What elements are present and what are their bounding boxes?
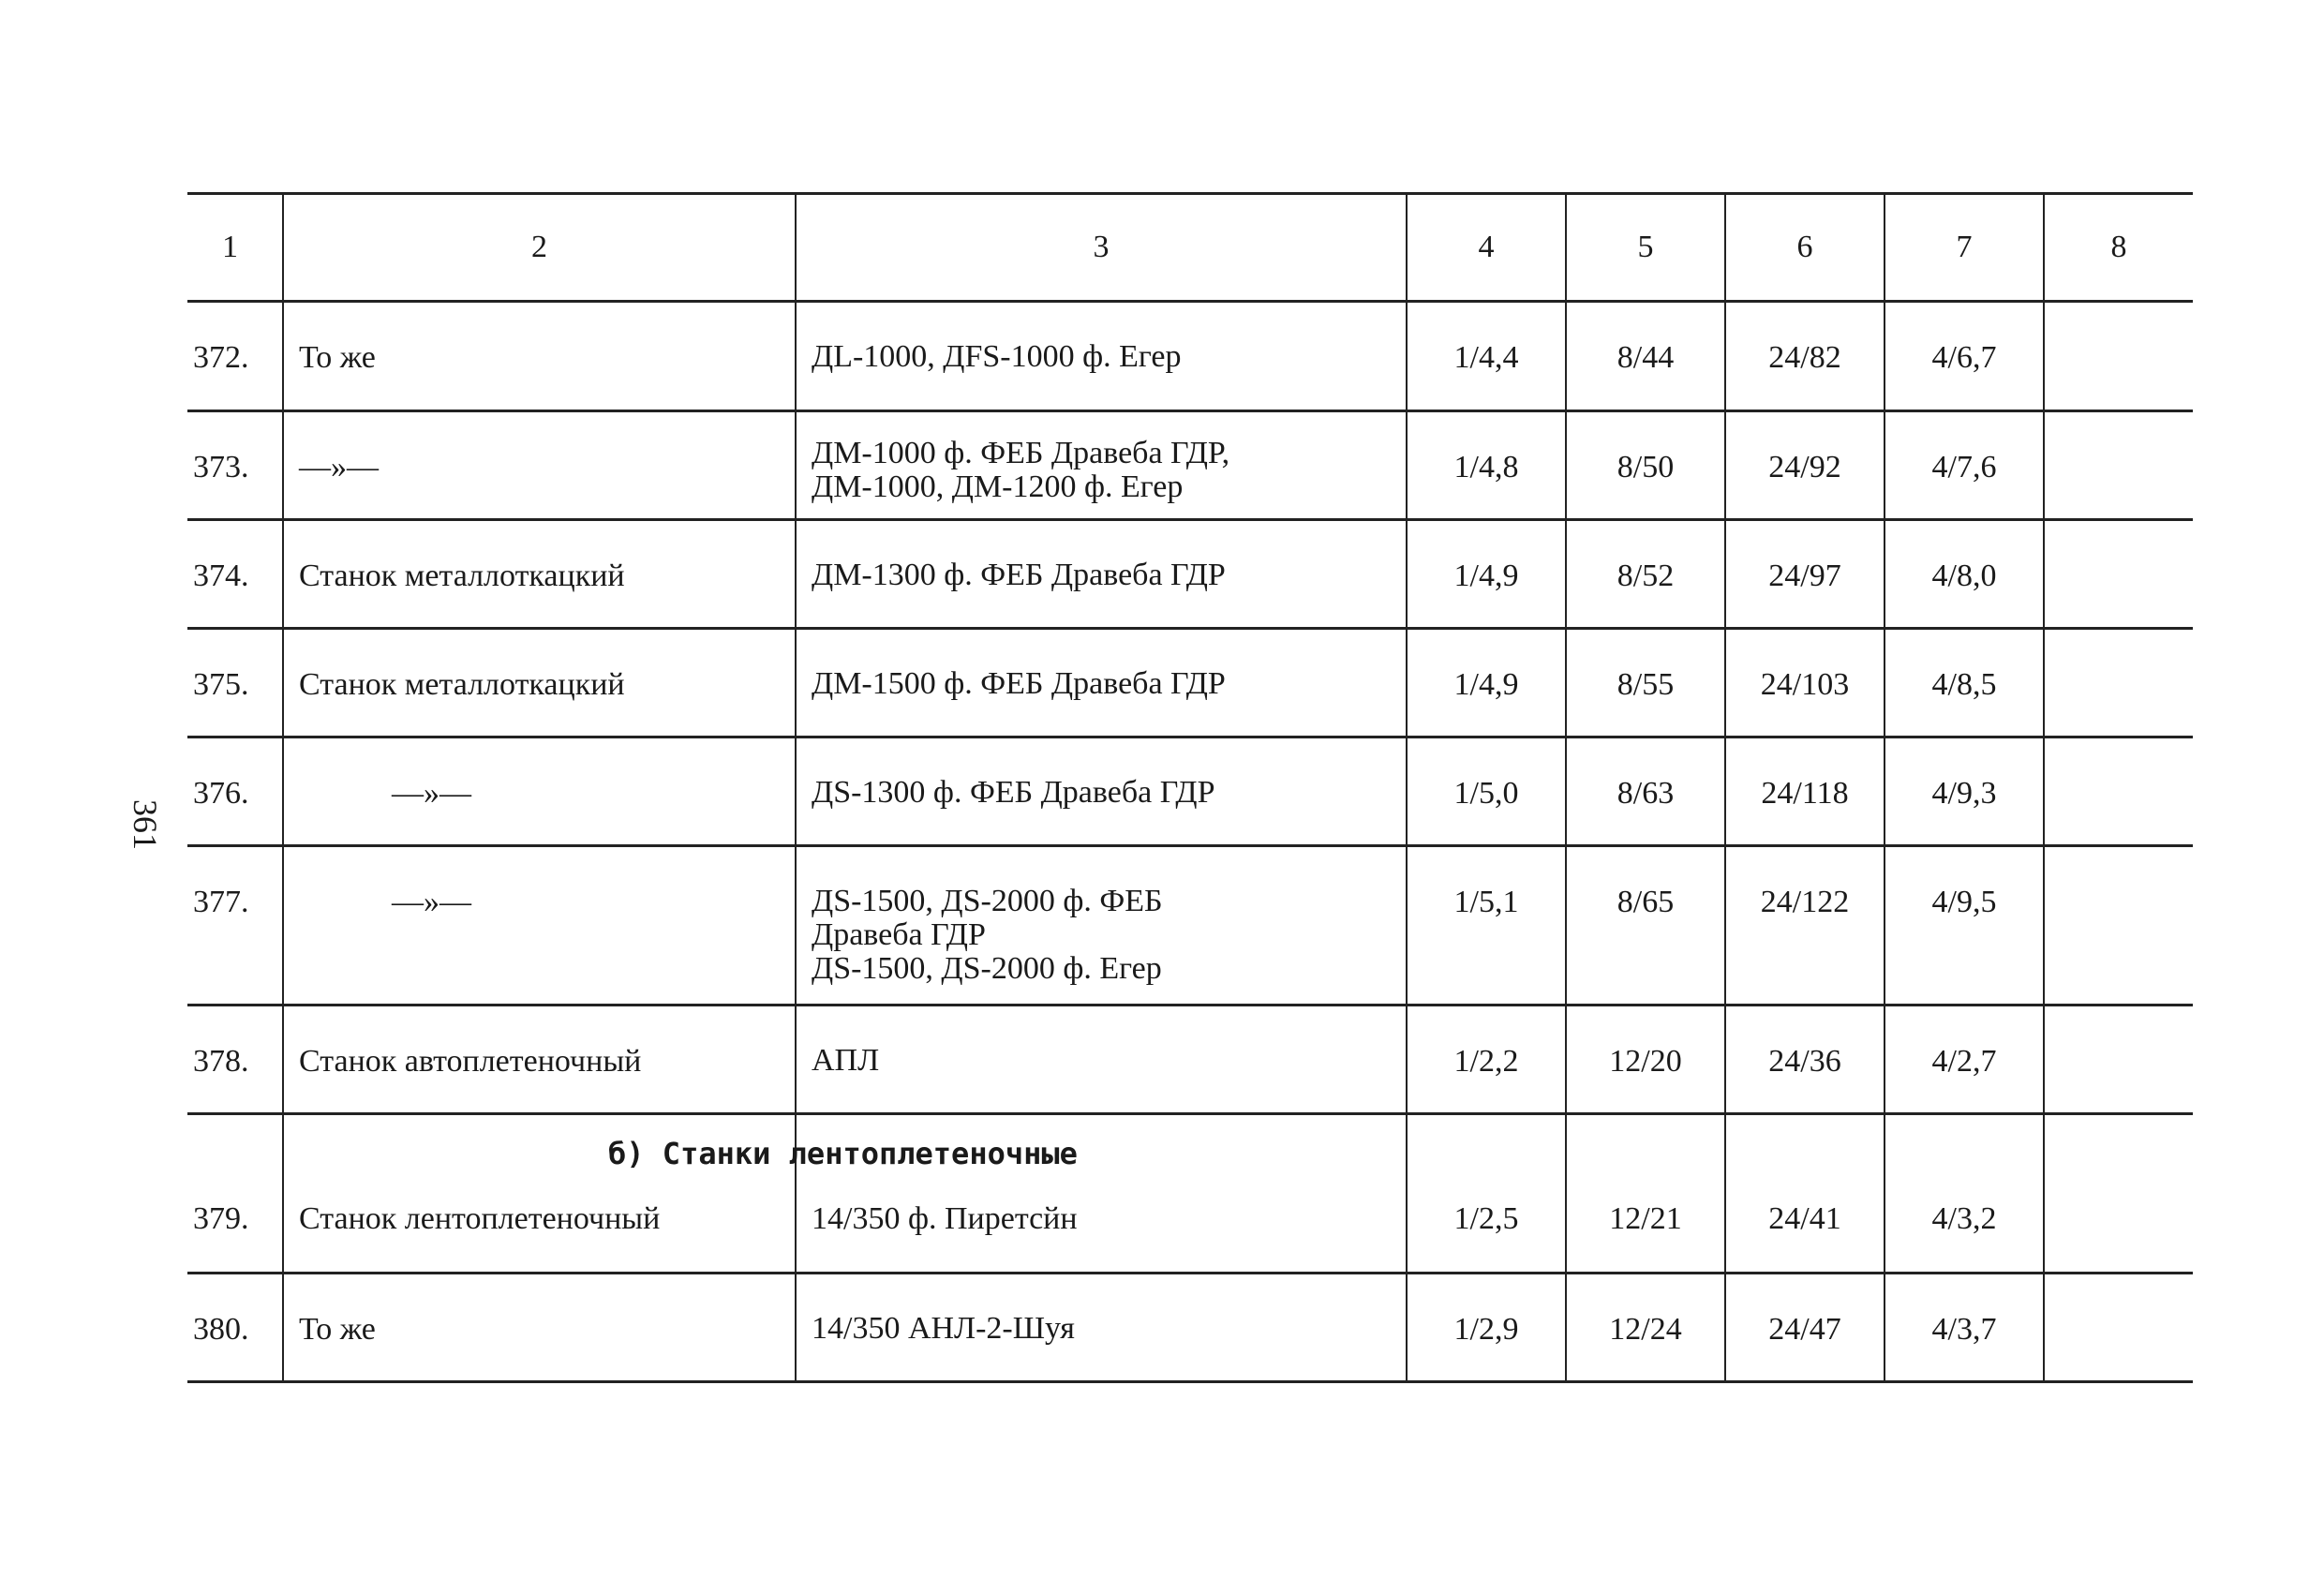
value-col5: 8/65 (1566, 846, 1725, 1006)
value-col4: 1/2,5 (1407, 1114, 1566, 1274)
machine-name: б) Станки лентоплетеночные Станок лентоплетеночный (283, 1114, 796, 1274)
column-header: 3 (796, 194, 1407, 302)
row-number: 373. (193, 450, 249, 484)
machine-name: —»— (283, 411, 796, 520)
value-col7: 4/3,7 (1885, 1274, 2044, 1382)
value-col8 (2044, 1114, 2193, 1274)
machine-model: АПЛ (796, 1006, 1407, 1114)
value-col5: 12/20 (1566, 1006, 1725, 1114)
value-col4: 1/5,0 (1407, 737, 1566, 846)
value-col8 (2044, 737, 2193, 846)
row-number: 374. (193, 559, 249, 593)
machine-name: —»— (283, 846, 796, 1006)
row-number: 378. (193, 1044, 249, 1079)
table-header-row (187, 194, 2193, 302)
value-col4: 1/2,9 (1407, 1274, 1566, 1382)
machine-model: ДS-1300 ф. ФЕБ Дравеба ГДР (796, 737, 1407, 846)
value-col6: 24/36 (1725, 1006, 1885, 1114)
value-col6: 24/122 (1725, 846, 1885, 1006)
table-row (187, 846, 2193, 1006)
table-row (187, 629, 2193, 737)
table-row (187, 737, 2193, 846)
value-col6: 24/47 (1725, 1274, 1885, 1382)
table-row (187, 1114, 2193, 1274)
value-col5: 8/55 (1566, 629, 1725, 737)
machine-model: ДМ-1500 ф. ФЕБ Дравеба ГДР (796, 629, 1407, 737)
column-header: 6 (1725, 194, 1885, 302)
value-col6: 24/41 (1725, 1114, 1885, 1274)
row-number: 380. (193, 1312, 249, 1347)
machine-name: Станок автоплетеночный (283, 1006, 796, 1114)
machine-model: ДL-1000, ДFS-1000 ф. Егер (796, 302, 1407, 411)
value-col7: 4/7,6 (1885, 411, 2044, 520)
machine-name: —»— (283, 737, 796, 846)
value-col4: 1/5,1 (1407, 846, 1566, 1006)
value-col8 (2044, 846, 2193, 1006)
value-col5: 8/44 (1566, 302, 1725, 411)
column-header: 2 (283, 194, 796, 302)
value-col6: 24/118 (1725, 737, 1885, 846)
value-col4: 1/4,8 (1407, 411, 1566, 520)
machine-model: ДМ-1000 ф. ФЕБ Дравеба ГДР, ДМ-1000, ДМ-1200 ф. Егер (796, 411, 1407, 520)
table-row (187, 411, 2193, 520)
row-number: 376. (193, 776, 249, 811)
machine-model: ДМ-1300 ф. ФЕБ Дравеба ГДР (796, 520, 1407, 629)
value-col4: 1/4,9 (1407, 629, 1566, 737)
value-col7: 4/9,3 (1885, 737, 2044, 846)
table-row (187, 1274, 2193, 1382)
column-header: 4 (1407, 194, 1566, 302)
column-header: 8 (2044, 194, 2193, 302)
value-col5: 8/63 (1566, 737, 1725, 846)
section-title: б) Станки лентоплетеночные (608, 1136, 1078, 1171)
row-number: 379. (193, 1201, 249, 1236)
value-col6: 24/82 (1725, 302, 1885, 411)
row-number: 372. (193, 340, 249, 375)
value-col5: 8/50 (1566, 411, 1725, 520)
machine-name: То же (283, 302, 796, 411)
value-col8 (2044, 411, 2193, 520)
value-col4: 1/2,2 (1407, 1006, 1566, 1114)
row-number: 375. (193, 667, 249, 702)
page-number: 361 (127, 799, 164, 850)
value-col7: 4/6,7 (1885, 302, 2044, 411)
table-row (187, 1006, 2193, 1114)
value-col7: 4/8,0 (1885, 520, 2044, 629)
machine-name: Станок металлоткацкий (283, 520, 796, 629)
value-col8 (2044, 520, 2193, 629)
machine-model: 14/350 АНЛ-2-Шуя (796, 1274, 1407, 1382)
value-col5: 12/24 (1566, 1274, 1725, 1382)
column-header: 1 (187, 194, 283, 302)
value-col7: 4/2,7 (1885, 1006, 2044, 1114)
table-row (187, 520, 2193, 629)
machine-name: Станок металлоткацкий (283, 629, 796, 737)
value-col4: 1/4,9 (1407, 520, 1566, 629)
value-col8 (2044, 302, 2193, 411)
machine-model: ДS-1500, ДS-2000 ф. ФЕБ Дравеба ГДР ДS-1500, ДS-2000 ф. Егер (796, 846, 1407, 1006)
value-col5: 12/21 (1566, 1114, 1725, 1274)
value-col6: 24/92 (1725, 411, 1885, 520)
value-col8 (2044, 1006, 2193, 1114)
column-header: 5 (1566, 194, 1725, 302)
value-col6: 24/97 (1725, 520, 1885, 629)
machine-model: 14/350 ф. Пиретсйн (796, 1114, 1407, 1274)
value-col8 (2044, 629, 2193, 737)
value-col7: 4/8,5 (1885, 629, 2044, 737)
row-number: 377. (193, 885, 249, 919)
table-row (187, 302, 2193, 411)
column-header: 7 (1885, 194, 2044, 302)
machine-name: То же (283, 1274, 796, 1382)
value-col7: 4/9,5 (1885, 846, 2044, 1006)
value-col6: 24/103 (1725, 629, 1885, 737)
value-col5: 8/52 (1566, 520, 1725, 629)
value-col4: 1/4,4 (1407, 302, 1566, 411)
equipment-table (187, 192, 2193, 1383)
value-col7: 4/3,2 (1885, 1114, 2044, 1274)
value-col8 (2044, 1274, 2193, 1382)
